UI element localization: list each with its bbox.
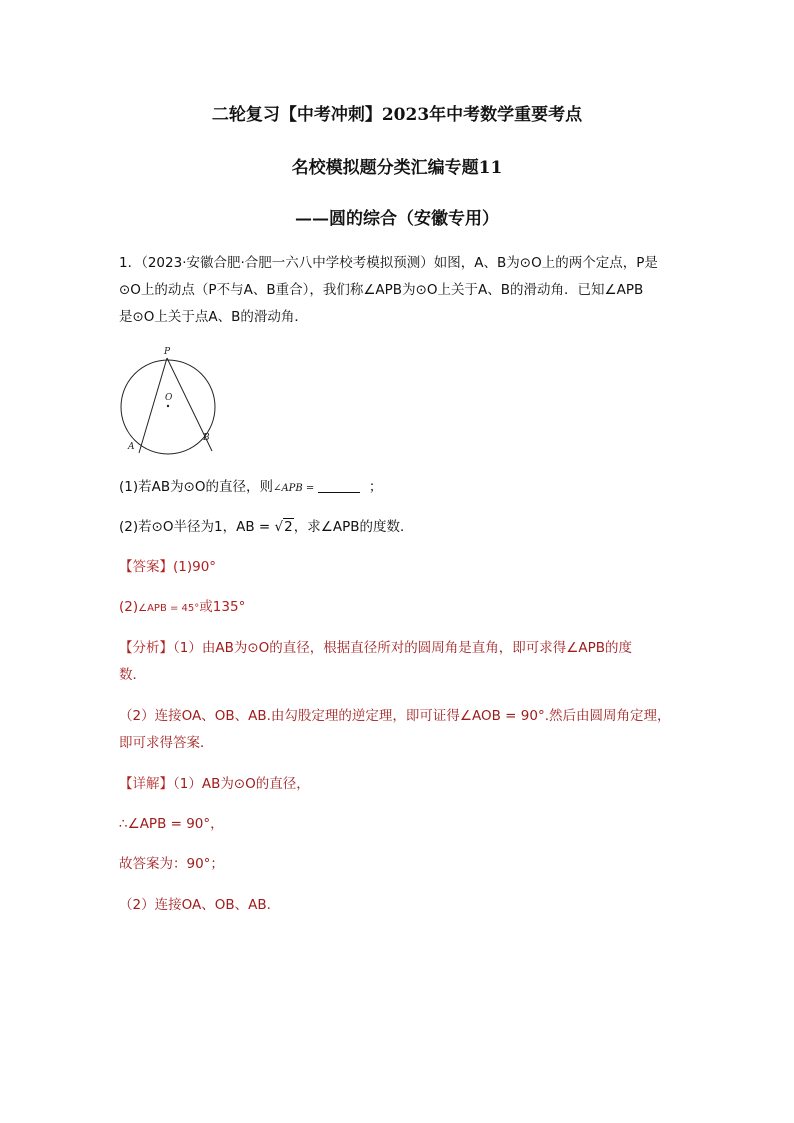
label-b: B	[203, 433, 210, 443]
detail-line-3: 故答案为：90°；	[119, 856, 224, 872]
detail-tag: 【详解】	[119, 776, 173, 792]
analysis-p1: （1）由AB为⊙O的直径，根据直径所对的圆周角是直角，即可求得∠APB的度	[173, 640, 633, 656]
sub1-end: ；	[368, 479, 383, 495]
answer-line-1	[119, 557, 679, 577]
analysis-line-1	[119, 638, 679, 658]
title-line-3: ——圆的综合（安徽专用）	[295, 209, 499, 229]
sub2-text-a: (2)若⊙O半径为1，AB =	[119, 519, 271, 535]
analysis-tag: 【分析】	[119, 640, 173, 656]
label-p: P	[164, 347, 171, 357]
answer-2-angle: ∠APB = 45°	[138, 603, 200, 614]
label-o: O	[165, 393, 173, 403]
sqrt-value: 2	[284, 519, 293, 535]
sub1-angle: ∠APB =	[273, 483, 315, 494]
answer-blank	[318, 478, 360, 493]
detail-line-4: （2）连接OA、OB、AB.	[119, 897, 271, 913]
answer-2-prefix: (2)	[119, 599, 139, 615]
detail-line-1	[119, 774, 679, 794]
answer-2-suffix: 或135°	[199, 599, 246, 615]
title-line-1: 二轮复习【中考冲刺】2023年中考数学重要考点	[211, 105, 583, 125]
answer-1: (1)90°	[173, 559, 217, 575]
subquestion-2: (2)若⊙O半径为1，AB = √2，求∠APB的度数．	[119, 519, 414, 535]
analysis-line-4: 即可求得答案．	[119, 735, 214, 751]
question-line-3: 是⊙O上关于点A、B的滑动角．	[119, 309, 308, 325]
chord-pa	[139, 358, 167, 453]
question-number: 1．	[119, 255, 142, 271]
title-line-2: 名校模拟题分类汇编专题11	[291, 158, 503, 178]
question-line-2: ⊙O上的动点（P不与A、B重合），我们称∠APB为⊙O上关于A、B的滑动角．已知∠APB	[119, 282, 644, 298]
question-source: （2023·安徽合肥·合肥一六八中学校考模拟预测）	[141, 255, 434, 271]
circle-figure	[115, 343, 225, 455]
question-line1-rest: 如图，A、B为⊙O上的两个定点，P是	[433, 255, 658, 271]
analysis-line-2: 数．	[119, 667, 146, 683]
sub1-text: (1)若AB为⊙O的直径，则	[119, 479, 274, 495]
detail-line-2: ∴∠APB = 90°，	[119, 816, 224, 832]
subquestion-1	[119, 477, 679, 499]
question-line-1	[119, 253, 679, 273]
answer-tag: 【答案】	[119, 559, 173, 575]
analysis-line-3: （2）连接OA、OB、AB.由勾股定理的逆定理，即可证得∠AOB = 90°.然后由圆周角定理，	[119, 708, 671, 724]
center-point	[167, 405, 169, 407]
detail-1: （1）AB为⊙O的直径，	[173, 776, 310, 792]
label-a: A	[128, 442, 135, 452]
answer-line-2	[119, 597, 679, 619]
sub2-text-b: ，求∠APB的度数．	[293, 519, 414, 535]
